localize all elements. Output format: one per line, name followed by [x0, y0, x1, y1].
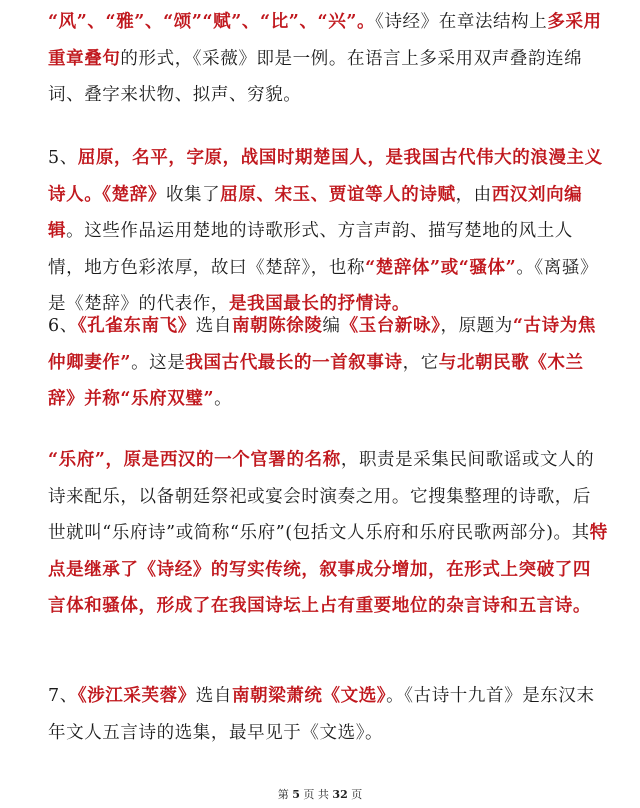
- text-run: 我国古代最长的一首叙事诗: [185, 352, 403, 373]
- text-run: 7、: [48, 686, 78, 706]
- text-run: 5、: [48, 148, 78, 168]
- text-run: 《涉江采芙蓉》: [77, 686, 196, 706]
- text-run: 。这是: [131, 352, 186, 373]
- text-run: “古诗为焦仲卿妻作”: [48, 316, 596, 373]
- text-run: 。《离骚》是《楚辞》的代表作，: [48, 257, 599, 314]
- paragraph-quyuan: [48, 140, 608, 323]
- text-run: 多采用重章叠句: [48, 12, 602, 69]
- text-run: ，职责是采集民间歌谣或文人的诗来配乐，以备朝廷祭祀或宴会时演奏之用。它搜集整理的诗歌，后世就叫“乐府诗”或简称“乐府”(包括文人乐府和乐府民歌两部分)。其: [48, 450, 595, 543]
- footer-text: 第: [277, 788, 293, 801]
- text-run: 特点是继承了《诗经》的写实传统，叙事成分增加，在形式上突破了四言体和骚体，形成了在我国诗坛上占有重要地位的杂言诗和五言诗。: [48, 523, 608, 616]
- text-run: 。这些作品运用楚地的诗歌形式、方言声韵、描写楚地的风土人情，地方色彩浓厚，故曰《楚辞》，也称: [48, 221, 573, 278]
- text-run: 南朝陈徐陵: [232, 316, 323, 336]
- text-run: 与北朝民歌《木兰辞》并称“乐府双璧”: [48, 352, 584, 409]
- text-run: 选自: [195, 316, 232, 336]
- text-run: 的形式，《采薇》即是一例。在语言上多采用双声叠韵连绵词、叠字来状物、拟声、穷貌。: [48, 48, 583, 105]
- footer-text: 页: [347, 788, 363, 801]
- text-run: “风”、“雅”、“颂”“赋”、“比”、“兴”。: [48, 12, 376, 32]
- text-run: 编: [322, 316, 341, 336]
- text-run: 6、: [48, 316, 78, 336]
- text-run: 《诗经》在章法结构上: [375, 12, 548, 32]
- text-run: 屈原、宋玉、贾谊等人的诗赋: [220, 184, 456, 205]
- text-run: 屈原，名平，字原，战国时期楚国人，是我国古代伟大的浪漫主义诗人。《楚辞》: [48, 148, 603, 205]
- text-run: “楚辞体”或“骚体”: [365, 257, 517, 278]
- text-run: ，原题为: [440, 316, 513, 336]
- text-run: 是我国最长的抒情诗。: [229, 294, 410, 314]
- text-run: 《孔雀东南飞》: [77, 316, 196, 336]
- paragraph-shejiang: [48, 678, 608, 751]
- page-number: 5: [292, 788, 300, 801]
- text-run: 《玉台新咏》: [340, 316, 441, 336]
- text-run: “乐府”，原是西汉的一个官署的名称: [48, 450, 341, 470]
- paragraph-kongque: [48, 308, 608, 418]
- text-run: 收集了: [165, 184, 221, 205]
- text-run: ，它: [402, 352, 439, 373]
- text-run: 西汉刘向编辑: [48, 184, 583, 241]
- text-run: 。《古诗十九首》是东汉末年文人五言诗的选集，最早见于《文选》。: [48, 686, 595, 743]
- page-footer: [0, 786, 640, 802]
- text-run: ，由: [455, 184, 492, 205]
- paragraph-yuefu: [48, 442, 608, 625]
- total-pages: 32: [332, 788, 348, 801]
- footer-text: 页 共: [299, 788, 333, 801]
- text-run: 南朝梁萧统《文选》: [232, 686, 387, 706]
- paragraph-shijing: [48, 4, 608, 114]
- text-run: 选自: [195, 686, 232, 706]
- text-run: 。: [214, 389, 233, 409]
